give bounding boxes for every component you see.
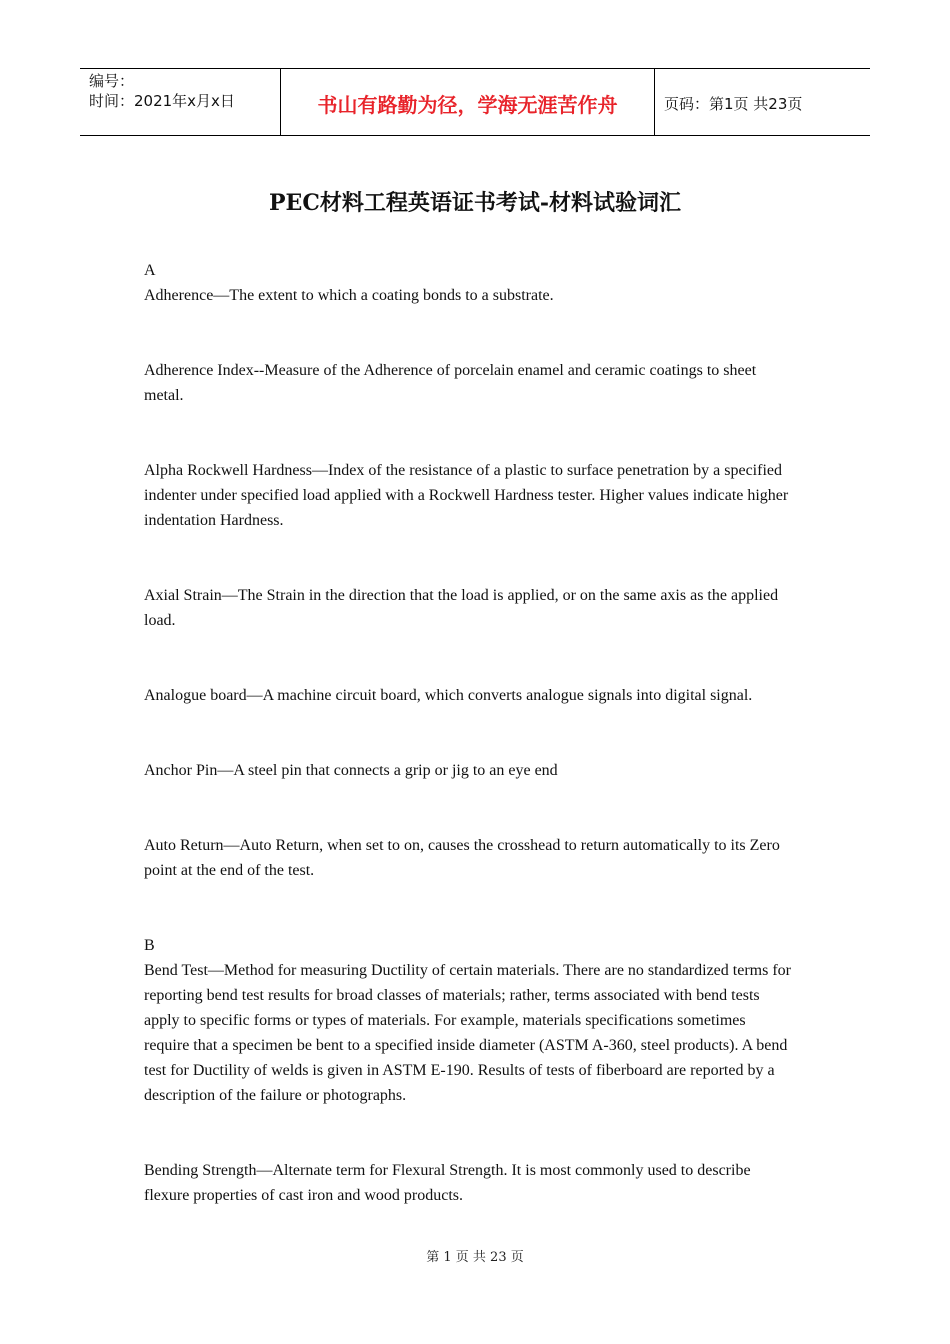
- section-a: [144, 258, 794, 883]
- glossary-entry: Anchor Pin—A steel pin that connects a grip or jig to an eye end: [144, 762, 558, 779]
- time-label: 时间：2021年x月x日: [89, 92, 235, 110]
- document-title: PEC材料工程英语证书考试-材料试验词汇: [269, 190, 681, 216]
- glossary-entry: Axial Strain—The Strain in the direction that the load is applied, or on the same axis as the applied load.: [144, 587, 779, 629]
- glossary-entry: Bend Test—Method for measuring Ductility of certain materials. There are no standardized terms for reporting bend test results for broad classes of materials; rather, terms associated with bend tests apply to specific forms or types of materials. For example, materials specifications sometimes require that a specimen be bent to a specified inside diameter (ASTM A-360, steel products). A bend test for Ductility of welds is given in ASTM E-190. Results of tests of fiberboard are reported by a description of the failure or photographs.: [144, 962, 791, 1104]
- page-footer: 第 1 页 共 23 页: [426, 1250, 524, 1265]
- glossary-entry: Alpha Rockwell Hardness—Index of the resistance of a plastic to surface penetration by a specified indenter under specified load applied with a Rockwell Hardness tester. Higher values indicate higher indentation Hardness.: [144, 462, 789, 529]
- motto-cell: [281, 69, 655, 135]
- header-meta-cell: [80, 69, 281, 135]
- section-letter: B: [144, 937, 155, 954]
- page-info-text: 页码：第1页 共23页: [664, 94, 803, 113]
- section-b: [144, 933, 794, 1208]
- number-label: 编号：: [89, 72, 135, 90]
- glossary-entry: Bending Strength—Alternate term for Flexural Strength. It is most commonly used to describe flexure properties of cast iron and wood products.: [144, 1162, 751, 1204]
- header-table: [80, 68, 870, 136]
- glossary-entry: Auto Return—Auto Return, when set to on, causes the crosshead to return automatically to its Zero point at the end of the test.: [144, 837, 780, 879]
- glossary-entry: Adherence—The extent to which a coating bonds to a substrate.: [144, 287, 554, 304]
- glossary-entry: Analogue board—A machine circuit board, which converts analogue signals into digital signal.: [144, 687, 753, 704]
- glossary-entry: Adherence Index--Measure of the Adherence of porcelain enamel and ceramic coatings to sheet metal.: [144, 362, 757, 404]
- section-letter: A: [144, 262, 156, 279]
- glossary-content: [144, 258, 794, 1258]
- motto-text: 书山有路勤为径，学海无涯苦作舟: [317, 92, 618, 117]
- page-info-cell: [655, 69, 870, 135]
